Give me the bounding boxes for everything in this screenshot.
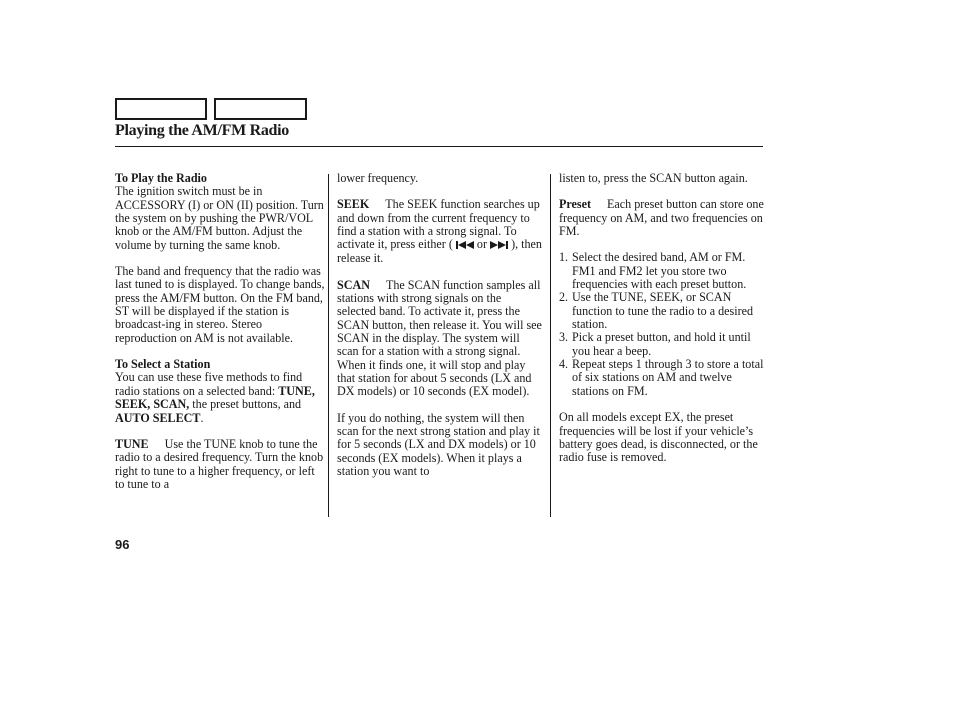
skip-back-icon — [456, 239, 474, 252]
list-item — [559, 251, 765, 291]
select-text-c: . — [200, 410, 204, 425]
preset-text: Each preset button can store one frequency on AM, and two frequencies on FM. — [559, 197, 764, 239]
select-text-b: the preset buttons, and — [189, 397, 302, 412]
select-heading: To Select a Station — [115, 357, 211, 372]
seek-text-b: ), then release it. — [337, 237, 542, 266]
col3-cont-text: listen to, press the SCAN button again. — [559, 171, 748, 185]
select-section — [115, 358, 325, 425]
tune-label: TUNE — [115, 436, 149, 451]
column-1 — [115, 172, 325, 504]
play-heading: To Play the Radio — [115, 171, 207, 185]
band-text: The band and frequency that the radio was last tuned to is displayed. To change bands, press the AM/FM button. On the FM band, ST will be displayed if the station is broadcast-ing in stereo. Stereo reproduction on AM is not available. — [115, 264, 325, 345]
step-number: 2. — [559, 290, 569, 305]
step-number: 4. — [559, 357, 569, 372]
seek-label: SEEK — [337, 197, 370, 212]
column-divider-1 — [328, 174, 329, 517]
col2-cont-text: lower frequency. — [337, 171, 419, 185]
seek-section — [337, 198, 543, 265]
preset-steps-list — [559, 251, 765, 398]
title-rule — [115, 146, 763, 147]
step-number: 1. — [559, 250, 569, 265]
preset-label: Preset — [559, 197, 592, 212]
seek-or: or — [476, 237, 487, 252]
nav-tab-box-2[interactable] — [214, 98, 307, 120]
list-item — [559, 331, 765, 358]
step-text: Select the desired band, AM or FM. FM1 and FM2 let you store two frequencies with each preset button. — [572, 250, 747, 292]
list-item — [559, 291, 765, 331]
list-item — [559, 358, 765, 398]
select-bold-b: AUTO SELECT — [115, 410, 201, 425]
scan-section — [337, 279, 543, 399]
note-text: On all models except EX, the preset frequencies will be lost if your vehicle’s battery goes dead, is disconnected, or the radio fuse is removed. — [559, 410, 758, 465]
step-text: Pick a preset button, and hold it until you hear a beep. — [572, 330, 751, 358]
step-number: 3. — [559, 330, 569, 345]
column-3 — [559, 172, 765, 478]
step-text: Use the TUNE, SEEK, or SCAN function to tune the radio to a desired station. — [572, 290, 754, 332]
nav-tab-box-1[interactable] — [115, 98, 207, 120]
tune-text: Use the TUNE knob to tune the radio to a desired frequency. Turn the knob right to tune to a higher frequency, or left to tune to a — [115, 436, 324, 491]
select-text-a: You can use these five methods to find radio stations on a selected band: — [115, 370, 303, 398]
column-2 — [337, 172, 543, 491]
column-divider-2 — [550, 174, 551, 517]
nothing-text: If you do nothing, the system will then scan for the next strong station and play it for 5 seconds (LX and DX models) or 10 seconds (EX models). When it plays a station you want to — [337, 410, 540, 479]
scan-label: SCAN — [337, 277, 370, 292]
tune-section — [115, 438, 325, 491]
scan-text: The SCAN function samples all stations with strong signals on the selected band. To activate it, press the SCAN button, then release it. You will see SCAN in the display. The system will scan for a station with a strong signal. When it finds one, it will stop and play that station for about 5 seconds (LX and DX models) or 10 seconds (EX model). — [337, 277, 542, 399]
skip-forward-icon — [490, 239, 508, 252]
step-text: Repeat steps 1 through 3 to store a total of six stations on AM and twelve stations on FM. — [572, 357, 764, 398]
preset-section — [559, 198, 765, 238]
play-text: The ignition switch must be in ACCESSORY (I) or ON (II) position. Turn the system on by pushing the PWR/VOL knob or the AM/FM button. Adjust the volume by turning the same knob. — [115, 184, 324, 252]
play-section — [115, 172, 325, 252]
page-title: Playing the AM/FM Radio — [115, 122, 289, 139]
page-number: 96 — [115, 537, 130, 552]
seek-text-a: The SEEK function searches up and down from the current frequency to find a station with a strong signal. To activate it, press either ( — [337, 197, 540, 252]
select-bold-a: TUNE, SEEK, SCAN, — [115, 383, 315, 412]
